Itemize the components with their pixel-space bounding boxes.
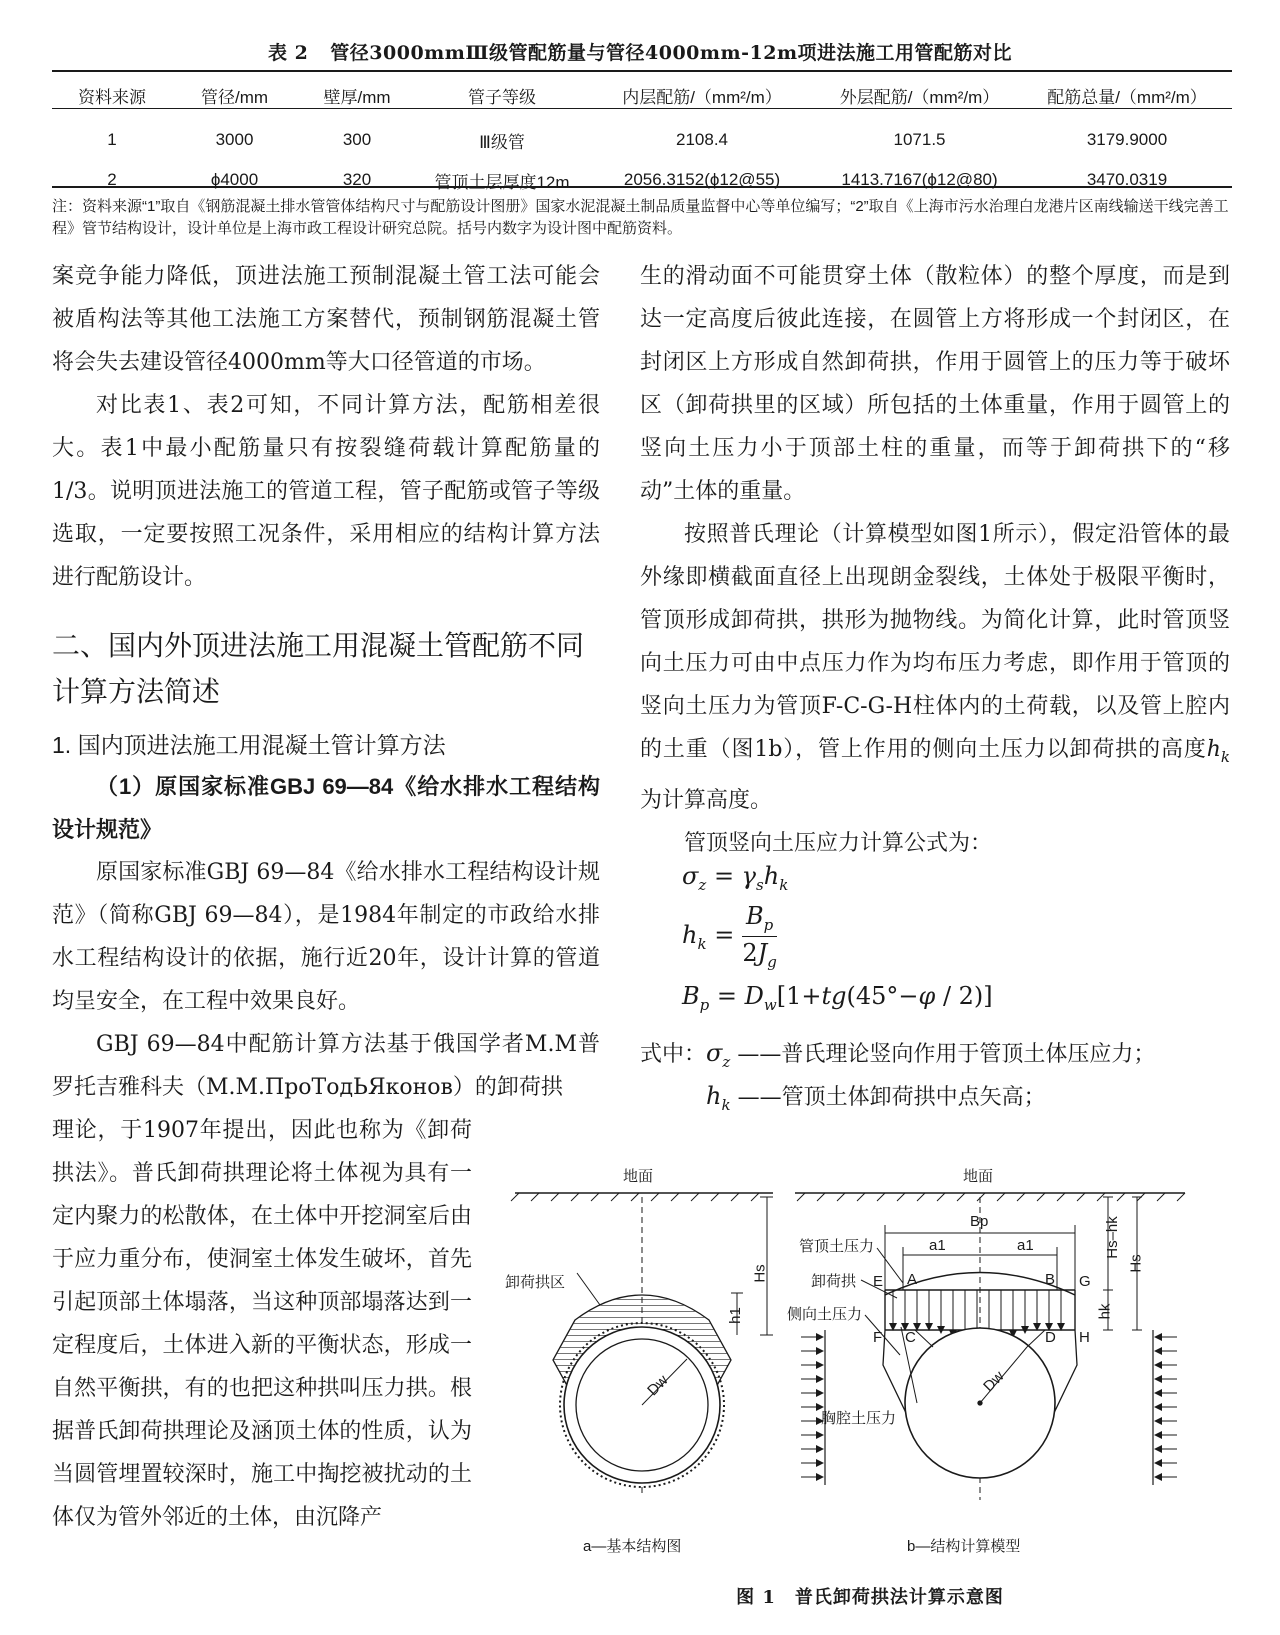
fig-b-dw-label: Dw — [980, 1367, 1008, 1396]
formula-sigma: $\sigma_z = \gamma_sh_k$ — [682, 862, 789, 894]
symbol-h: h — [1206, 737, 1221, 762]
definition-row: $h_k$ ——管顶土体卸荷拱中点矢高； — [706, 1082, 1046, 1114]
table-cell: 2056.3152(ϕ12@55) — [623, 170, 781, 189]
fig-a-zone-label: 卸荷拱区 — [505, 1274, 566, 1291]
data-table — [52, 74, 1232, 200]
paragraph: 理论，于1907年提出，因此也称为《卸荷拱法》。普氏卸荷拱理论将土体视为具有一定内聚力的松散体，在土体中开挖洞室后由于应力重分布，使洞室土体发生破坏，首先引起顶部土体塌落，当这种顶部塌落达到一定程度后，土体进入新的平衡状态，形成一自然平衡拱，有的也把这种拱叫压力拱。根据普氏卸荷拱理论及涵顶土体的性质，认为当圆管埋置较深时，施工中掏挖被扰动的土体仅为管外邻近的土体，由沉降产 — [52, 1118, 472, 1530]
table-row — [52, 116, 1232, 160]
fig-b-hk-label: hk — [1096, 1303, 1114, 1320]
table-cell: Ⅲ级管 — [479, 132, 525, 152]
table-row — [52, 160, 1232, 200]
fig-a-ground-label: 地面 — [623, 1168, 654, 1185]
header-cell: 资料来源 — [78, 87, 146, 107]
fig-b-ground-label: 地面 — [963, 1168, 994, 1185]
definition-text: ——管顶土体卸荷拱中点矢高； — [737, 1085, 1046, 1110]
table-cell: 3470.0319 — [1086, 170, 1168, 189]
fig-b-chest-pressure-label: 胸腔土压力 — [821, 1410, 897, 1427]
fig-b-arch-label: 卸荷拱 — [811, 1273, 857, 1290]
table-cell: 1413.7167(ϕ12@80) — [841, 170, 998, 189]
fig-b-point-h: H — [1079, 1329, 1090, 1346]
header-cell: 管径/mm — [200, 87, 269, 107]
table-cell: ϕ4000 — [210, 170, 259, 189]
paragraph: 原国家标准GBJ 69—84《给水排水工程结构设计规范》（简称GBJ 69—84），是1984年制定的市政给水排水工程结构设计的依据，施行近20年，设计计算的管道均呈安全，在工程中效果良好。 — [52, 860, 600, 1014]
fig-b-point-a: A — [907, 1271, 918, 1288]
table-header-row — [52, 74, 1232, 116]
table-cell: 3000 — [215, 130, 254, 149]
header-cell: 壁厚/mm — [323, 87, 391, 107]
table-cell: 2 — [107, 170, 117, 189]
fig-a-hs-label: Hs — [751, 1264, 769, 1283]
fig-a-caption: a—基本结构图 — [583, 1538, 682, 1555]
table-cell: 1071.5 — [893, 130, 946, 149]
table-top-rule — [52, 70, 1232, 72]
symbol-subscript: k — [1220, 748, 1230, 766]
fig-b-point-d: D — [1045, 1329, 1056, 1346]
formula-hk: $h_k$ = $\frac{B_p}{2J_g}$ — [682, 902, 777, 971]
fig-a-dw-label: Dw — [644, 1371, 672, 1400]
header-cell: 外层配筋/（mm²/m） — [839, 87, 1000, 107]
figure-drawing — [505, 1155, 1235, 1575]
header-cell: 配筋总量/（mm²/m） — [1047, 87, 1207, 107]
paragraph: 案竞争能力降低，顶进法施工预制混凝土管工法可能会被盾构法等其他工法施工方案替代，预制钢筋混凝土管将会失去建设管径4000mm等大口径管道的市场。 — [52, 264, 600, 375]
formula-bp: $B_p = D_w[1+tg(45^\circ-\varphi / 2)]$ — [682, 982, 993, 1014]
table-cell: 300 — [342, 130, 372, 149]
fig-b-point-e: E — [873, 1273, 884, 1290]
fig-b-point-g: G — [1079, 1273, 1091, 1290]
table-number: 表 2 — [267, 42, 309, 64]
fig-b-hs-hk-label: Hs–hk — [1103, 1216, 1121, 1259]
table-cell: 2108.4 — [676, 130, 728, 149]
section-heading: 二、国内外顶进法施工用混凝土管配筋不同计算方法简述 — [52, 630, 585, 707]
paragraph: GBJ 69—84中配筋计算方法基于俄国学者M.M普罗托吉雅科夫（M.M.ПроТодЬЯконов）的卸荷拱 — [52, 1032, 600, 1100]
fig-b-caption: b—结构计算模型 — [907, 1538, 1021, 1555]
subsubsection-heading: （1）原国家标准GBJ 69—84《给水排水工程结构设计规范》 — [52, 774, 600, 842]
fig-a-h1-label: h1 — [726, 1307, 744, 1324]
subsection-heading: 1. 国内顶进法施工用混凝土管计算方法 — [52, 732, 446, 758]
fig-b-point-f: F — [873, 1329, 883, 1346]
fig-b-point-b: B — [1045, 1271, 1056, 1288]
paragraph: 管顶竖向土压应力计算公式为： — [684, 831, 993, 856]
paragraph-text: 按照普氏理论（计算模型如图1所示），假定沿管体的最外缘即横截面直径上出现朗金裂线，土体处于极限平衡时，管顶形成卸荷拱，拱形为抛物线。为简化计算，此时管顶竖向土压力可由中点压力作为均布压力考虑，即作用于管顶的竖向土压力为管顶F-C-G-H柱体内的土荷载，以及管上腔内的土重（图1b），管上作用的侧向土压力以卸荷拱的高度 — [640, 522, 1230, 762]
table-cell: 3179.9000 — [1086, 130, 1168, 149]
fig-b-top-pressure-label: 管顶土压力 — [799, 1238, 875, 1255]
table-note: 注：资料来源“1”取自《钢筋混凝土排水管管体结构尺寸与配筋设计图册》国家水泥混凝土制品质量监督中心等单位编写；“2”取自《上海市污水治理白龙港片区南线输送干线完善工程》管节结构设计，设计单位是上海市政工程设计研究总院。括号内数字为设计图中配筋资料。 — [52, 198, 1229, 237]
table-caption — [0, 38, 1280, 65]
fig-b-a1-right: a1 — [1017, 1237, 1034, 1254]
definition-lead: 式中： — [640, 1042, 707, 1067]
paragraph — [640, 513, 1230, 822]
fig-b-point-c: C — [905, 1329, 916, 1346]
header-cell: 管子等级 — [468, 87, 536, 107]
fig-b-side-pressure-label: 侧向土压力 — [787, 1306, 863, 1323]
paragraph: 生的滑动面不可能贯穿土体（散粒体）的整个厚度，而是到达一定高度后彼此连接，在圆管上方将形成一个封闭区，在封闭区上方形成自然卸荷拱，作用于圆管上的压力等于破坏区（卸荷拱里的区域）所包括的土体重量，作用于圆管上的竖向土压力小于顶部土柱的重量，而等于卸荷拱下的“移动”土体的重量。 — [640, 264, 1230, 504]
table-cell: 1 — [107, 130, 117, 149]
fig-b-bp-label: Bp — [970, 1213, 989, 1230]
right-column — [640, 255, 1230, 865]
table-title: 管径3000mmⅢ级管配筋量与管径4000mm-12m项进法施工用管配筋对比 — [330, 42, 1013, 64]
figure-caption: 图 1 普氏卸荷拱法计算示意图 — [736, 1587, 1004, 1608]
header-cell: 内层配筋/（mm²/m） — [622, 87, 782, 107]
paragraph: 对比表1、表2可知，不同计算方法，配筋相差很大。表1中最小配筋量只有按裂缝荷载计算配筋量的1/3。说明顶进法施工的管道工程，管子配筋或管子等级选取，一定要按照工况条件，采用相应的结构计算方法进行配筋设计。 — [52, 393, 600, 590]
fig-b-a1-left: a1 — [929, 1237, 946, 1254]
definition-text: ——普氏理论竖向作用于管顶土体压应力； — [737, 1042, 1156, 1067]
table-cell: 320 — [342, 170, 372, 189]
paragraph-text-end: 为计算高度。 — [640, 788, 773, 813]
figure-1 — [505, 1155, 1235, 1575]
fig-b-hs-label: Hs — [1127, 1254, 1145, 1273]
definition-row: 式中：$\sigma_z$ ——普氏理论竖向作用于管顶土体压应力； — [640, 1039, 1156, 1071]
table-cell: 管顶土层厚度12m — [434, 172, 570, 192]
